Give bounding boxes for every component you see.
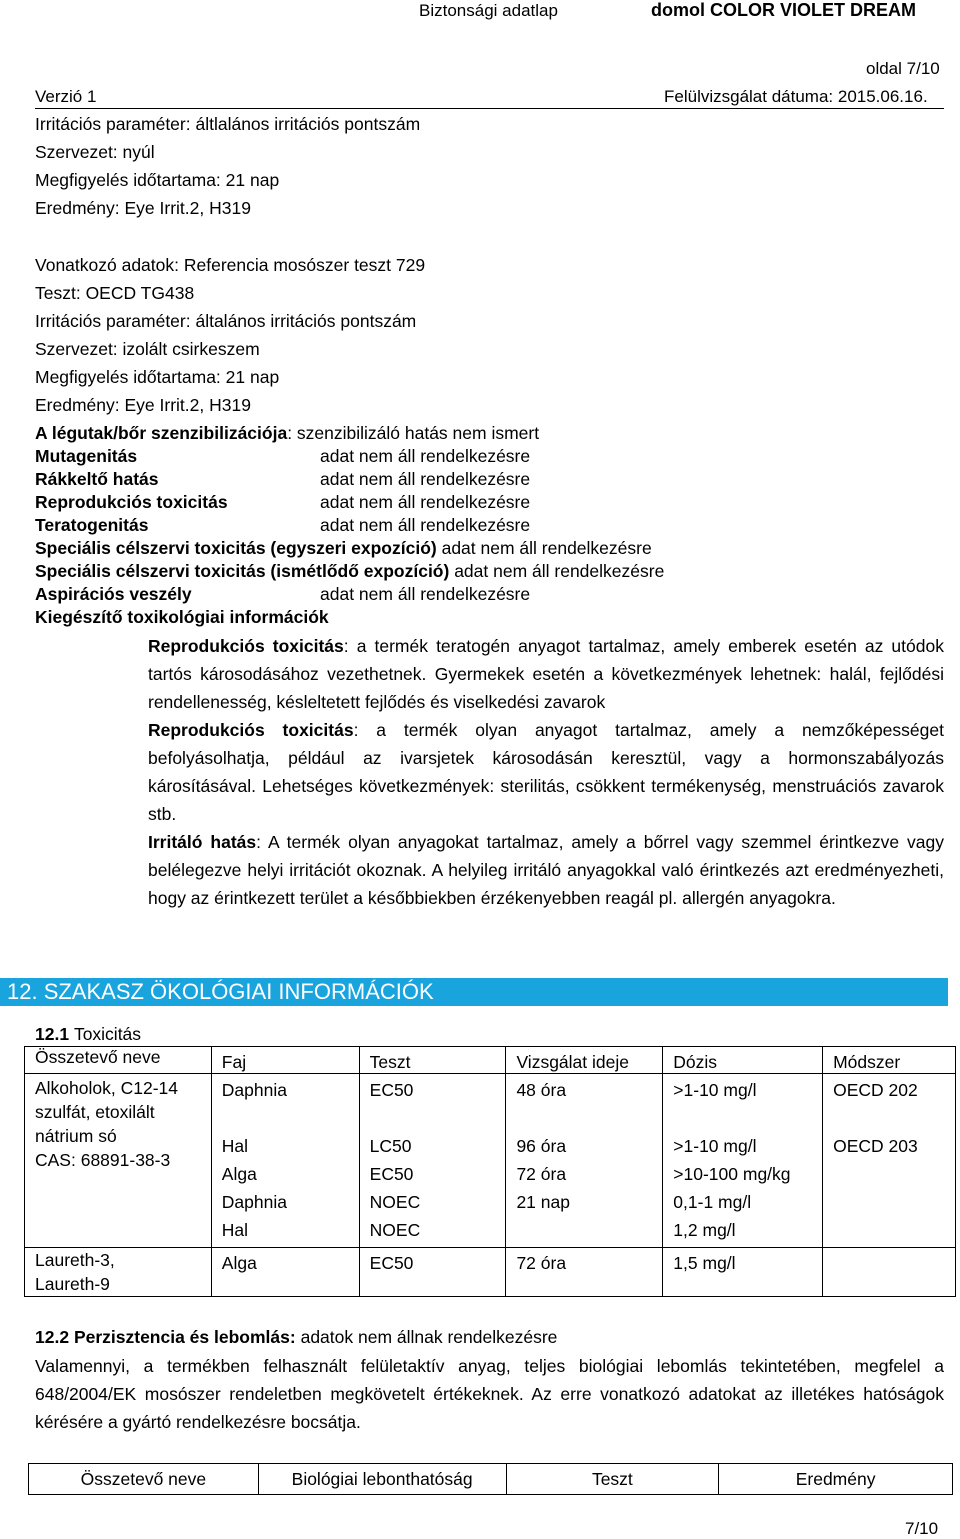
biodegradability-table xyxy=(28,1463,953,1495)
method-cell xyxy=(823,1074,956,1248)
cell-line: >1-10 mg/l xyxy=(673,1080,757,1100)
column-header: Vizsgálat ideje xyxy=(506,1047,663,1074)
text-line: Teszt: OECD TG438 xyxy=(35,283,195,303)
text-line: Szervezet: nyúl xyxy=(35,142,155,162)
persistence-title-value: adatok nem állnak rendelkezésre xyxy=(295,1327,558,1347)
column-header: Teszt xyxy=(359,1047,506,1074)
hazard-value: adat nem áll rendelkezésre xyxy=(320,492,531,512)
cell-line: >10-100 mg/kg xyxy=(673,1164,791,1184)
cell-line: Hal xyxy=(221,1220,249,1240)
component-line: Alkoholok, C12-14 xyxy=(35,1078,178,1098)
cell-line: NOEC xyxy=(369,1220,421,1240)
dose-cell xyxy=(663,1074,823,1248)
toxicity-table xyxy=(24,1046,956,1297)
cell-line: 21 nap xyxy=(516,1192,570,1212)
aspiration-value: adat nem áll rendelkezésre xyxy=(320,584,531,604)
revision-date: Felülvizsgálat dátuma: 2015.06.16. xyxy=(664,87,928,106)
footer-page-number: 7/10 xyxy=(905,1519,939,1538)
stot-single-line xyxy=(35,537,652,559)
cell-line: 72 óra xyxy=(516,1164,567,1184)
cell-line: Hal xyxy=(221,1136,249,1156)
cell-line: 1,2 mg/l xyxy=(673,1220,736,1240)
paragraph-text: : a termék olyan anyagot tartalmaz, amely a nemzőképességet befolyásolhatja, például az ivarsjetek károsodásán keresztül, vagy a hormonszabályozás károsításával. Lehetséges következmények: sterilitás, csökkent termékenység, menstruációs zavarok stb. xyxy=(148,720,944,824)
duration-cell xyxy=(506,1074,663,1248)
hazard-value: adat nem áll rendelkezésre xyxy=(320,515,531,535)
hazard-label: Teratogenitás xyxy=(35,515,149,535)
table-header-row xyxy=(25,1047,956,1074)
cell-line xyxy=(516,1104,662,1132)
supplementary-title: Kiegészítő toxikológiai információk xyxy=(35,607,329,627)
stot-single-value: adat nem áll rendelkezésre xyxy=(436,538,652,558)
column-header: Összetevő neve xyxy=(25,1047,212,1074)
cell-line xyxy=(673,1104,822,1132)
column-header: Eredmény xyxy=(719,1464,953,1495)
hazard-value: adat nem áll rendelkezésre xyxy=(320,446,531,466)
column-header: Módszer xyxy=(823,1047,956,1074)
cell-line: NOEC xyxy=(369,1192,421,1212)
sensitization-text: : szenzibilizáló hatás nem ismert xyxy=(287,423,540,443)
text-line: Szervezet: izolált csirkeszem xyxy=(35,339,260,359)
species-cell: Alga xyxy=(211,1248,359,1297)
toxicity-title xyxy=(35,1023,141,1045)
persistence-title xyxy=(35,1326,557,1348)
version-label: Verzió 1 xyxy=(35,87,97,106)
paragraph-text: : a termék teratogén anyagot tartalmaz, amely emberek esetén az utódok tartós károsodásához vezethetnek. Gyermekek esetén a következmények lehetnek: halál, fejlődési rendellenesség, késleltetett fejlődés és viselkedési zavarok xyxy=(148,636,944,712)
cell-line: Alga xyxy=(221,1164,257,1184)
section-12-header xyxy=(0,978,948,1006)
component-line: CAS: 68891-38-3 xyxy=(35,1150,171,1170)
document-type: Biztonsági adatlap xyxy=(419,1,558,20)
text-line: Eredmény: Eye Irrit.2, H319 xyxy=(35,198,251,218)
persistence-text: Valamennyi, a termékben felhasznált felületaktív anyag, teljes biológiai lebomlás tekintetében, megfelel a 648/2004/EK mosószer rendeletben megkövetelt értékeknek. Az erre vonatkozó adatokat az illetékes hatóságok kérésére a gyártó rendelkezésre bocsátja. xyxy=(35,1356,944,1432)
component-line: nátrium só xyxy=(35,1126,117,1146)
paragraph-label: Irritáló hatás xyxy=(148,832,257,852)
toxicity-title-num: 12.1 xyxy=(35,1024,74,1044)
text-line: Irritációs paraméter: áltlalános irritációs pontszám xyxy=(35,114,421,134)
cell-line: LC50 xyxy=(369,1136,412,1156)
cell-line: 0,1-1 mg/l xyxy=(673,1192,752,1212)
column-header: Faj xyxy=(211,1047,359,1074)
irritant-paragraph xyxy=(148,828,944,912)
test-cell: EC50 xyxy=(359,1248,506,1297)
column-header: Biológiai lebonthatóság xyxy=(258,1464,506,1495)
table-row xyxy=(25,1248,956,1297)
text-line: Vonatkozó adatok: Referencia mosószer teszt 729 xyxy=(35,255,426,275)
cell-line: >1-10 mg/l xyxy=(673,1136,757,1156)
stot-repeated-value: adat nem áll rendelkezésre xyxy=(449,561,665,581)
cell-line xyxy=(516,1216,662,1244)
cell-line: EC50 xyxy=(369,1080,414,1100)
product-name: domol COLOR VIOLET DREAM xyxy=(651,0,916,20)
component-line: Laureth-9 xyxy=(35,1274,110,1294)
sensitization-line xyxy=(35,422,539,444)
hazard-label: Mutagenitás xyxy=(35,446,138,466)
sensitization-label: A légutak/bőr szenzibilizációja xyxy=(35,423,288,443)
text-line: Eredmény: Eye Irrit.2, H319 xyxy=(35,395,251,415)
method-cell xyxy=(823,1248,956,1297)
cell-line xyxy=(370,1104,506,1132)
column-header: Összetevő neve xyxy=(29,1464,259,1495)
stot-repeated-label: Speciális célszervi toxicitás (ismétlődő expozíció) xyxy=(35,561,450,581)
stot-single-label: Speciális célszervi toxicitás (egyszeri expozíció) xyxy=(35,538,437,558)
reproductive-paragraph-2 xyxy=(148,716,944,828)
component-cell xyxy=(25,1248,212,1297)
column-header: Dózis xyxy=(663,1047,823,1074)
dose-cell: 1,5 mg/l xyxy=(663,1248,823,1297)
header-divider xyxy=(35,108,944,109)
section-title: 12. SZAKASZ ÖKOLÓGIAI INFORMÁCIÓK xyxy=(7,979,434,1004)
test-cell xyxy=(359,1074,506,1248)
persistence-title-text: Perzisztencia és lebomlás: xyxy=(73,1327,296,1347)
species-cell xyxy=(211,1074,359,1248)
persistence-title-num: 12.2 xyxy=(35,1327,74,1347)
aspiration-label: Aspirációs veszély xyxy=(35,584,192,604)
reproductive-paragraph-1 xyxy=(148,632,944,716)
cell-line: 96 óra xyxy=(516,1136,567,1156)
hazard-value: adat nem áll rendelkezésre xyxy=(320,469,531,489)
text-line: Megfigyelés időtartama: 21 nap xyxy=(35,367,280,387)
cell-line: EC50 xyxy=(369,1164,414,1184)
duration-cell: 72 óra xyxy=(506,1248,663,1297)
component-cell xyxy=(25,1074,212,1248)
cell-line xyxy=(833,1104,955,1132)
component-line: szulfát, etoxilált xyxy=(35,1102,155,1122)
text-line: Irritációs paraméter: általános irritációs pontszám xyxy=(35,311,417,331)
cell-line xyxy=(222,1104,359,1132)
paragraph-text: : A termék olyan anyagokat tartalmaz, amely a bőrrel vagy szemmel érintkezve vagy belélegezve helyi irritációt okoznak. A helyileg irritáló anyagokkal való érintkezés azt eredményezheti, hogy az érintkezett terület a későbbiekben érzékenyebben reagál pl. allergén anyagokra. xyxy=(148,832,944,908)
table-row xyxy=(25,1074,956,1248)
stot-repeated-line xyxy=(35,560,664,582)
cell-line: Daphnia xyxy=(221,1080,287,1100)
cell-line: OECD 203 xyxy=(833,1136,918,1156)
table-header-row xyxy=(29,1464,953,1495)
page-number: oldal 7/10 xyxy=(866,59,940,78)
cell-line: Daphnia xyxy=(221,1192,287,1212)
column-header: Teszt xyxy=(506,1464,719,1495)
cell-line: OECD 202 xyxy=(833,1080,918,1100)
paragraph-label: Reprodukciós toxicitás xyxy=(148,636,344,656)
cell-line: 48 óra xyxy=(516,1080,567,1100)
hazard-label: Rákkeltő hatás xyxy=(35,469,159,489)
component-line: Laureth-3, xyxy=(35,1250,115,1270)
toxicity-title-text: Toxicitás xyxy=(73,1024,142,1044)
hazard-label: Reprodukciós toxicitás xyxy=(35,492,228,512)
paragraph-label: Reprodukciós toxicitás xyxy=(148,720,354,740)
text-line: Megfigyelés időtartama: 21 nap xyxy=(35,170,280,190)
